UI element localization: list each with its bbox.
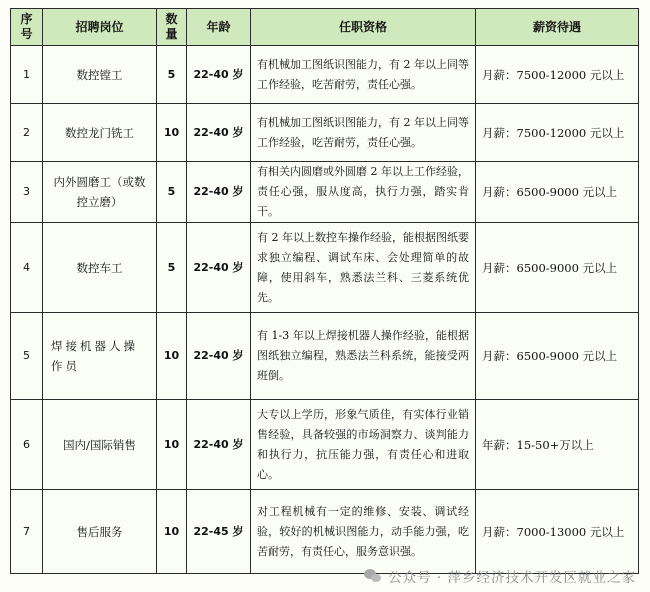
row-position: 内外圆磨工（或数控立磨） [43,162,157,223]
header-age: 年龄 [187,9,251,46]
row-age: 22-40 岁 [187,104,251,162]
table-row [11,223,639,313]
row-salary: 月薪：6500-9000 元以上 [476,313,639,400]
row-age: 22-45 岁 [187,490,251,574]
header-quantity: 数量 [157,9,187,46]
row-position: 数控镗工 [43,46,157,104]
row-age: 22-40 岁 [187,313,251,400]
row-requirements: 大专以上学历，形象气质佳，有实体行业销售经验，具备较强的市场洞察力、谈判能力和执行力，抗压能力强，有责任心和进取心。 [251,400,476,490]
row-age: 22-40 岁 [187,223,251,313]
header-index: 序号 [11,9,43,46]
table-row [11,490,639,574]
row-age: 22-40 岁 [187,400,251,490]
row-quantity: 5 [157,162,187,223]
row-position: 数控龙门铣工 [43,104,157,162]
row-quantity: 10 [157,490,187,574]
row-position: 国内/国际销售 [43,400,157,490]
watermark-text: 公众号 · 萍乡经济技术开发区就业之家 [388,570,636,586]
row-quantity: 10 [157,104,187,162]
row-index: 5 [11,313,43,400]
row-index: 7 [11,490,43,574]
header-requirements: 任职资格 [251,9,476,46]
row-index: 2 [11,104,43,162]
table-body [11,46,639,574]
table-row [11,400,639,490]
row-index: 4 [11,223,43,313]
row-quantity: 5 [157,223,187,313]
watermark [364,566,636,586]
header-position: 招聘岗位 [43,9,157,46]
header-row [11,9,639,46]
row-salary: 月薪：7500-12000 元以上 [476,104,639,162]
row-requirements: 有相关内圆磨或外圆磨 2 年以上工作经验，责任心强，服从度高，执行力强，踏实肯干。 [251,162,476,223]
row-salary: 年薪：15-50+万以上 [476,400,639,490]
row-index: 3 [11,162,43,223]
row-requirements: 有机械加工图纸识图能力，有 2 年以上同等工作经验，吃苦耐劳，责任心强。 [251,46,476,104]
recruitment-table [10,8,639,574]
row-position: 焊接机器人操作员 [43,313,157,400]
table-row [11,313,639,400]
row-age: 22-40 岁 [187,162,251,223]
row-requirements: 有 1-3 年以上焊接机器人操作经验，能根据图纸独立编程，熟悉法兰科系统，能接受两班倒。 [251,313,476,400]
row-requirements: 对工程机械有一定的维修、安装、调试经验，较好的机械识图能力，动手能力强，吃苦耐劳，有责任心，服务意识强。 [251,490,476,574]
row-index: 1 [11,46,43,104]
row-quantity: 5 [157,46,187,104]
row-salary: 月薪：6500-9000 元以上 [476,223,639,313]
row-salary: 月薪：6500-9000 元以上 [476,162,639,223]
row-salary: 月薪：7000-13000 元以上 [476,490,639,574]
row-requirements: 有机械加工图纸识图能力，有 2 年以上同等工作经验，吃苦耐劳，责任心强。 [251,104,476,162]
row-position: 售后服务 [43,490,157,574]
table-row [11,162,639,223]
row-salary: 月薪：7500-12000 元以上 [476,46,639,104]
row-age: 22-40 岁 [187,46,251,104]
table-row [11,104,639,162]
row-quantity: 10 [157,313,187,400]
row-position: 数控车工 [43,223,157,313]
row-requirements: 有 2 年以上数控车操作经验，能根据图纸要求独立编程、调试车床、会处理简单的故障，使用斜车，熟悉法兰科、三菱系统优先。 [251,223,476,313]
row-quantity: 10 [157,400,187,490]
table-header [11,9,639,46]
row-index: 6 [11,400,43,490]
wechat-icon [364,569,382,583]
header-salary: 薪资待遇 [476,9,639,46]
table-row [11,46,639,104]
